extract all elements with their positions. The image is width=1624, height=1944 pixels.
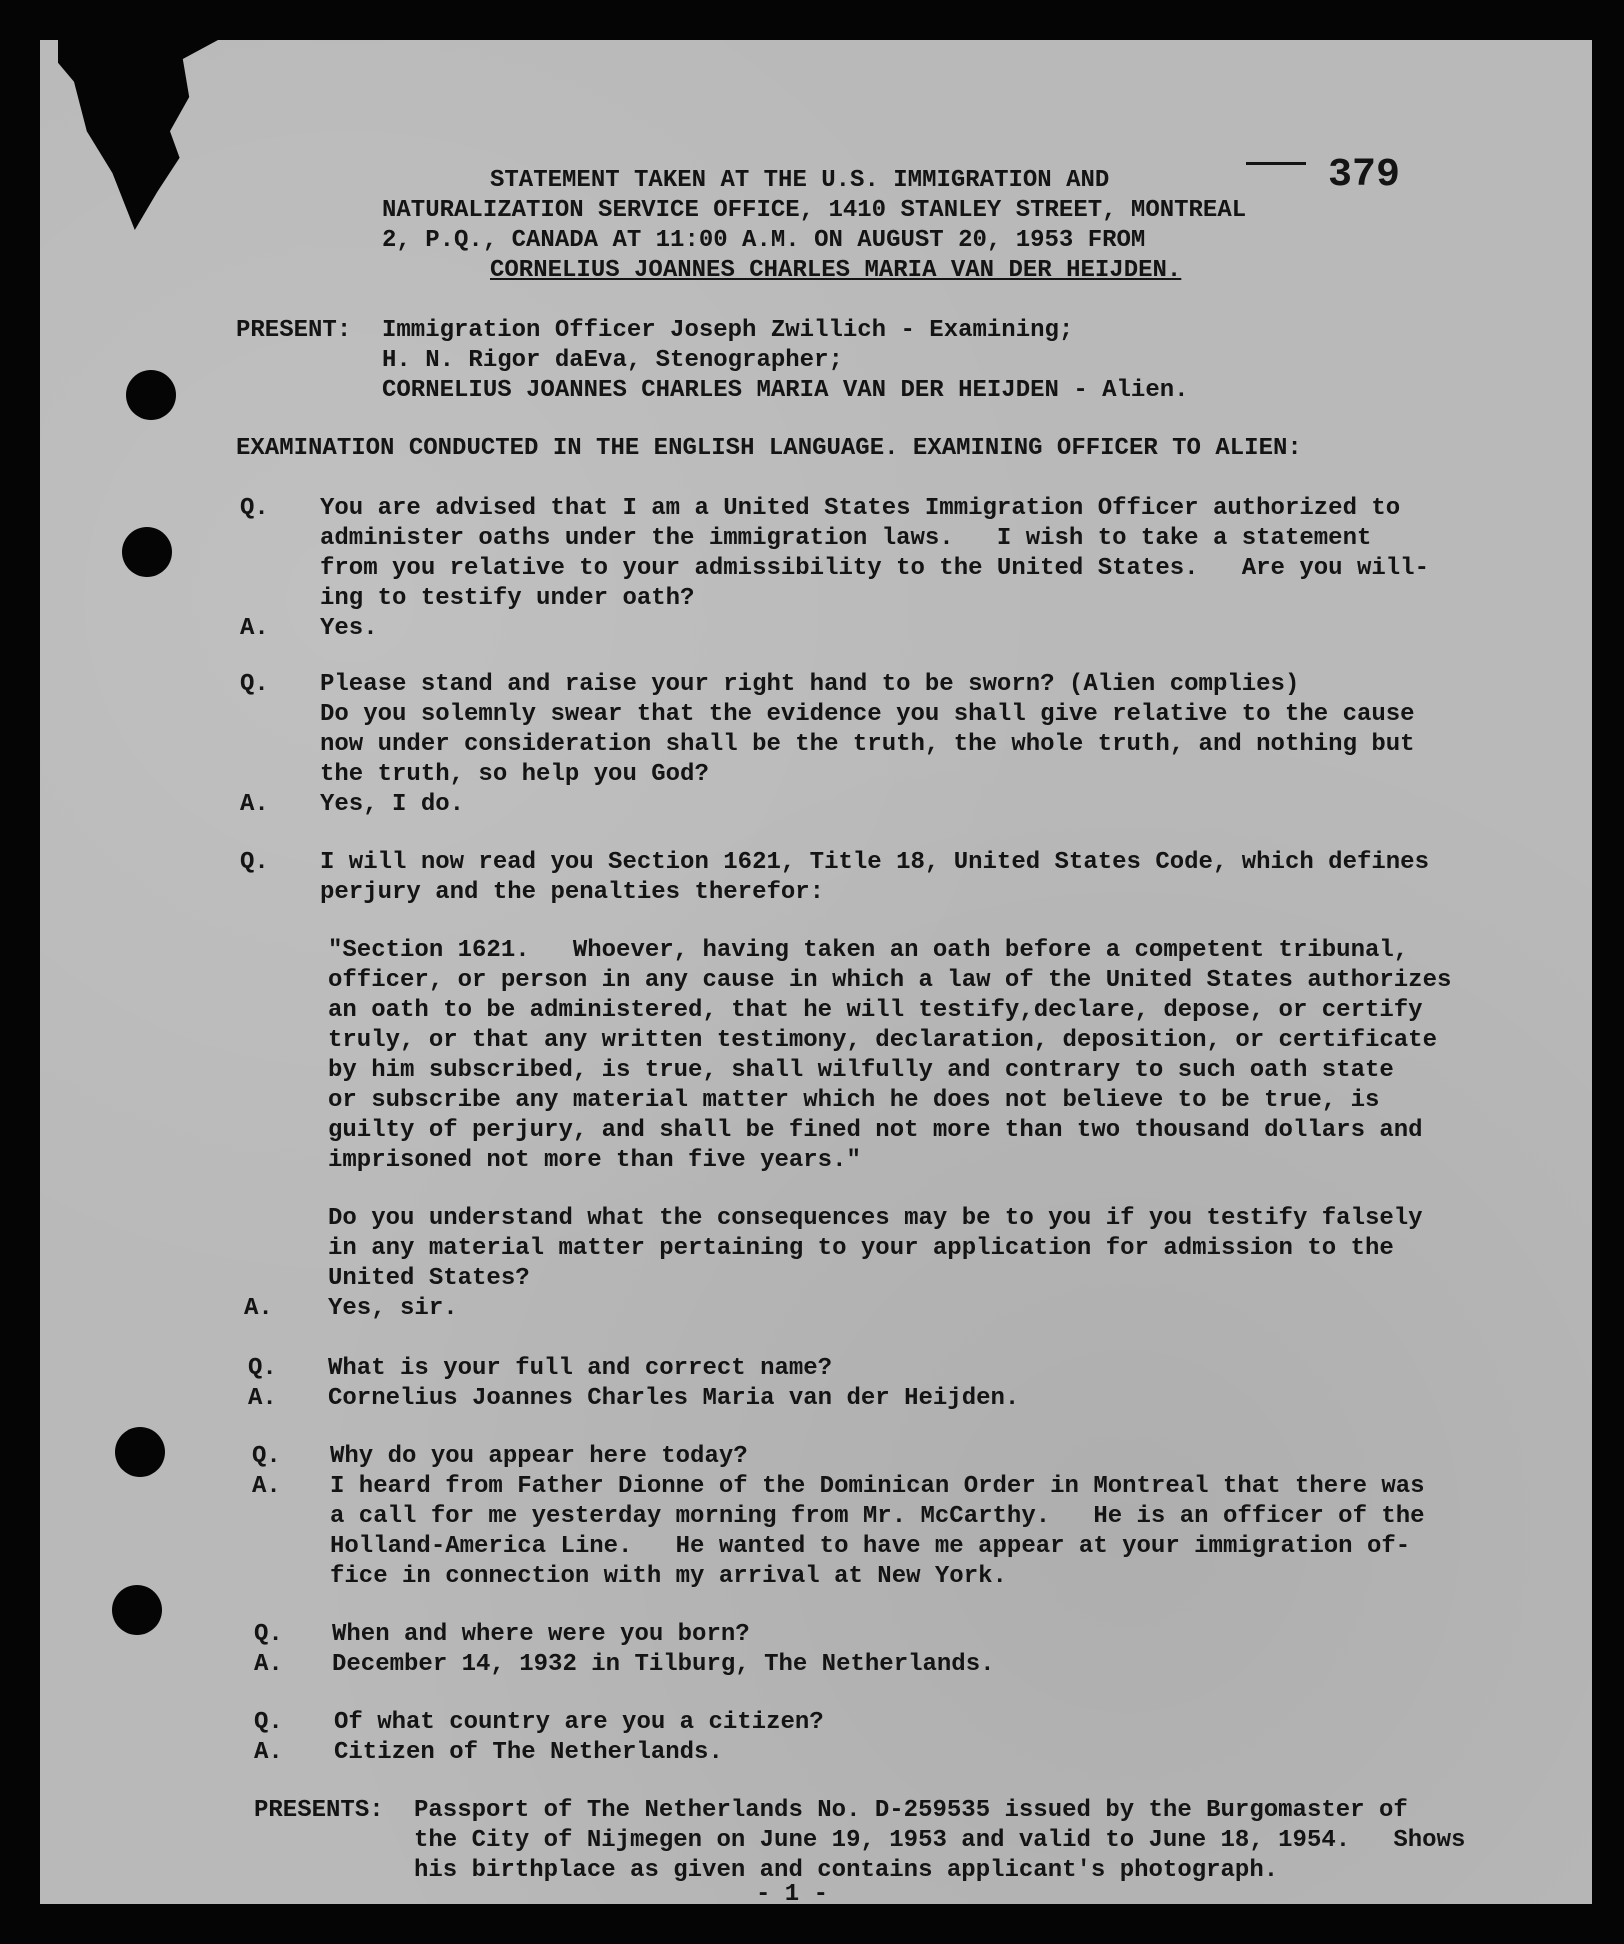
page-footer: - 1 - xyxy=(756,1881,829,1904)
question-line: perjury and the penalties therefor: xyxy=(320,879,825,906)
question-line: the truth, so help you God? xyxy=(320,761,709,788)
present-line-1: Immigration Officer Joseph Zwillich - Examining; xyxy=(382,317,1074,344)
torn-corner xyxy=(58,40,218,230)
a-label: A. xyxy=(254,1651,283,1678)
question-line: Why do you appear here today? xyxy=(330,1443,748,1470)
exam-note: EXAMINATION CONDUCTED IN THE ENGLISH LANGUAGE. EXAMINING OFFICER TO ALIEN: xyxy=(236,435,1302,462)
punch-hole xyxy=(115,1427,165,1477)
a-label: A. xyxy=(244,1295,273,1322)
a-label: A. xyxy=(240,615,269,642)
question-line: administer oaths under the immigration laws. I wish to take a statement xyxy=(320,525,1372,552)
a-label: A. xyxy=(248,1385,277,1412)
a-label: A. xyxy=(252,1473,281,1500)
header-line-3: 2, P.Q., CANADA AT 11:00 A.M. ON AUGUST 20, 1953 FROM xyxy=(382,227,1146,254)
page-number-top: 379 xyxy=(1328,153,1401,198)
punch-hole xyxy=(122,527,172,577)
question-line: Of what country are you a citizen? xyxy=(334,1709,824,1736)
answer-line: a call for me yesterday morning from Mr. McCarthy. He is an officer of the xyxy=(330,1503,1425,1530)
present-line-2: H. N. Rigor daEva, Stenographer; xyxy=(382,347,843,374)
q-label: Q. xyxy=(240,495,269,522)
question-line: now under consideration shall be the truth, the whole truth, and nothing but xyxy=(320,731,1415,758)
answer-line: Yes, sir. xyxy=(328,1295,458,1322)
pen-mark xyxy=(1246,162,1306,165)
present-line-3: CORNELIUS JOANNES CHARLES MARIA VAN DER HEIJDEN - Alien. xyxy=(382,377,1189,404)
question-line: What is your full and correct name? xyxy=(328,1355,833,1382)
question-line: in any material matter pertaining to your application for admission to the xyxy=(328,1235,1394,1262)
present-label: PRESENT: xyxy=(236,317,352,344)
question-line: ing to testify under oath? xyxy=(320,585,695,612)
question-line: Do you understand what the consequences may be to you if you testify falsely xyxy=(328,1205,1423,1232)
presents-label: PRESENTS: xyxy=(254,1797,384,1824)
statute-quote-line: guilty of perjury, and shall be fined not more than two thousand dollars and xyxy=(328,1117,1423,1144)
header-line-1: STATEMENT TAKEN AT THE U.S. IMMIGRATION AND xyxy=(490,167,1110,194)
presents-line-2: the City of Nijmegen on June 19, 1953 and valid to June 18, 1954. Shows xyxy=(414,1827,1466,1854)
q-label: Q. xyxy=(254,1621,283,1648)
presents-line-1: Passport of The Netherlands No. D-259535 issued by the Burgomaster of xyxy=(414,1797,1408,1824)
q-label: Q. xyxy=(240,671,269,698)
q-label: Q. xyxy=(252,1443,281,1470)
statute-quote-line: imprisoned not more than five years." xyxy=(328,1147,861,1174)
answer-line: Yes. xyxy=(320,615,378,642)
punch-hole xyxy=(126,370,176,420)
q-label: Q. xyxy=(248,1355,277,1382)
statute-quote-line: an oath to be administered, that he will testify,declare, depose, or certify xyxy=(328,997,1423,1024)
question-line: United States? xyxy=(328,1265,530,1292)
q-label: Q. xyxy=(240,849,269,876)
question-line: You are advised that I am a United States Immigration Officer authorized to xyxy=(320,495,1401,522)
a-label: A. xyxy=(240,791,269,818)
answer-line: Yes, I do. xyxy=(320,791,465,818)
answer-line: fice in connection with my arrival at New York. xyxy=(330,1563,1007,1590)
question-line: I will now read you Section 1621, Title 18, United States Code, which defines xyxy=(320,849,1429,876)
header-line-2: NATURALIZATION SERVICE OFFICE, 1410 STANLEY STREET, MONTREAL xyxy=(382,197,1247,224)
statute-quote-line: by him subscribed, is true, shall wilfully and contrary to such oath state xyxy=(328,1057,1394,1084)
answer-line: Citizen of The Netherlands. xyxy=(334,1739,723,1766)
statute-quote-line: or subscribe any material matter which he does not believe to be true, is xyxy=(328,1087,1380,1114)
header-line-4: CORNELIUS JOANNES CHARLES MARIA VAN DER HEIJDEN. xyxy=(490,257,1182,284)
question-line: Do you solemnly swear that the evidence you shall give relative to the cause xyxy=(320,701,1415,728)
document-page xyxy=(40,40,1592,1904)
question-line: from you relative to your admissibility to the United States. Are you will- xyxy=(320,555,1429,582)
statute-quote-line: "Section 1621. Whoever, having taken an oath before a competent tribunal, xyxy=(328,937,1409,964)
q-label: Q. xyxy=(254,1709,283,1736)
presents-line-3: his birthplace as given and contains applicant's photograph. xyxy=(414,1857,1279,1884)
punch-hole xyxy=(112,1585,162,1635)
statute-quote-line: truly, or that any written testimony, declaration, deposition, or certificate xyxy=(328,1027,1437,1054)
answer-line: Cornelius Joannes Charles Maria van der Heijden. xyxy=(328,1385,1020,1412)
question-line: Please stand and raise your right hand to be sworn? (Alien complies) xyxy=(320,671,1300,698)
a-label: A. xyxy=(254,1739,283,1766)
answer-line: Holland-America Line. He wanted to have me appear at your immigration of- xyxy=(330,1533,1411,1560)
answer-line: I heard from Father Dionne of the Dominican Order in Montreal that there was xyxy=(330,1473,1425,1500)
statute-quote-line: officer, or person in any cause in which a law of the United States authorizes xyxy=(328,967,1452,994)
question-line: When and where were you born? xyxy=(332,1621,750,1648)
answer-line: December 14, 1932 in Tilburg, The Netherlands. xyxy=(332,1651,995,1678)
